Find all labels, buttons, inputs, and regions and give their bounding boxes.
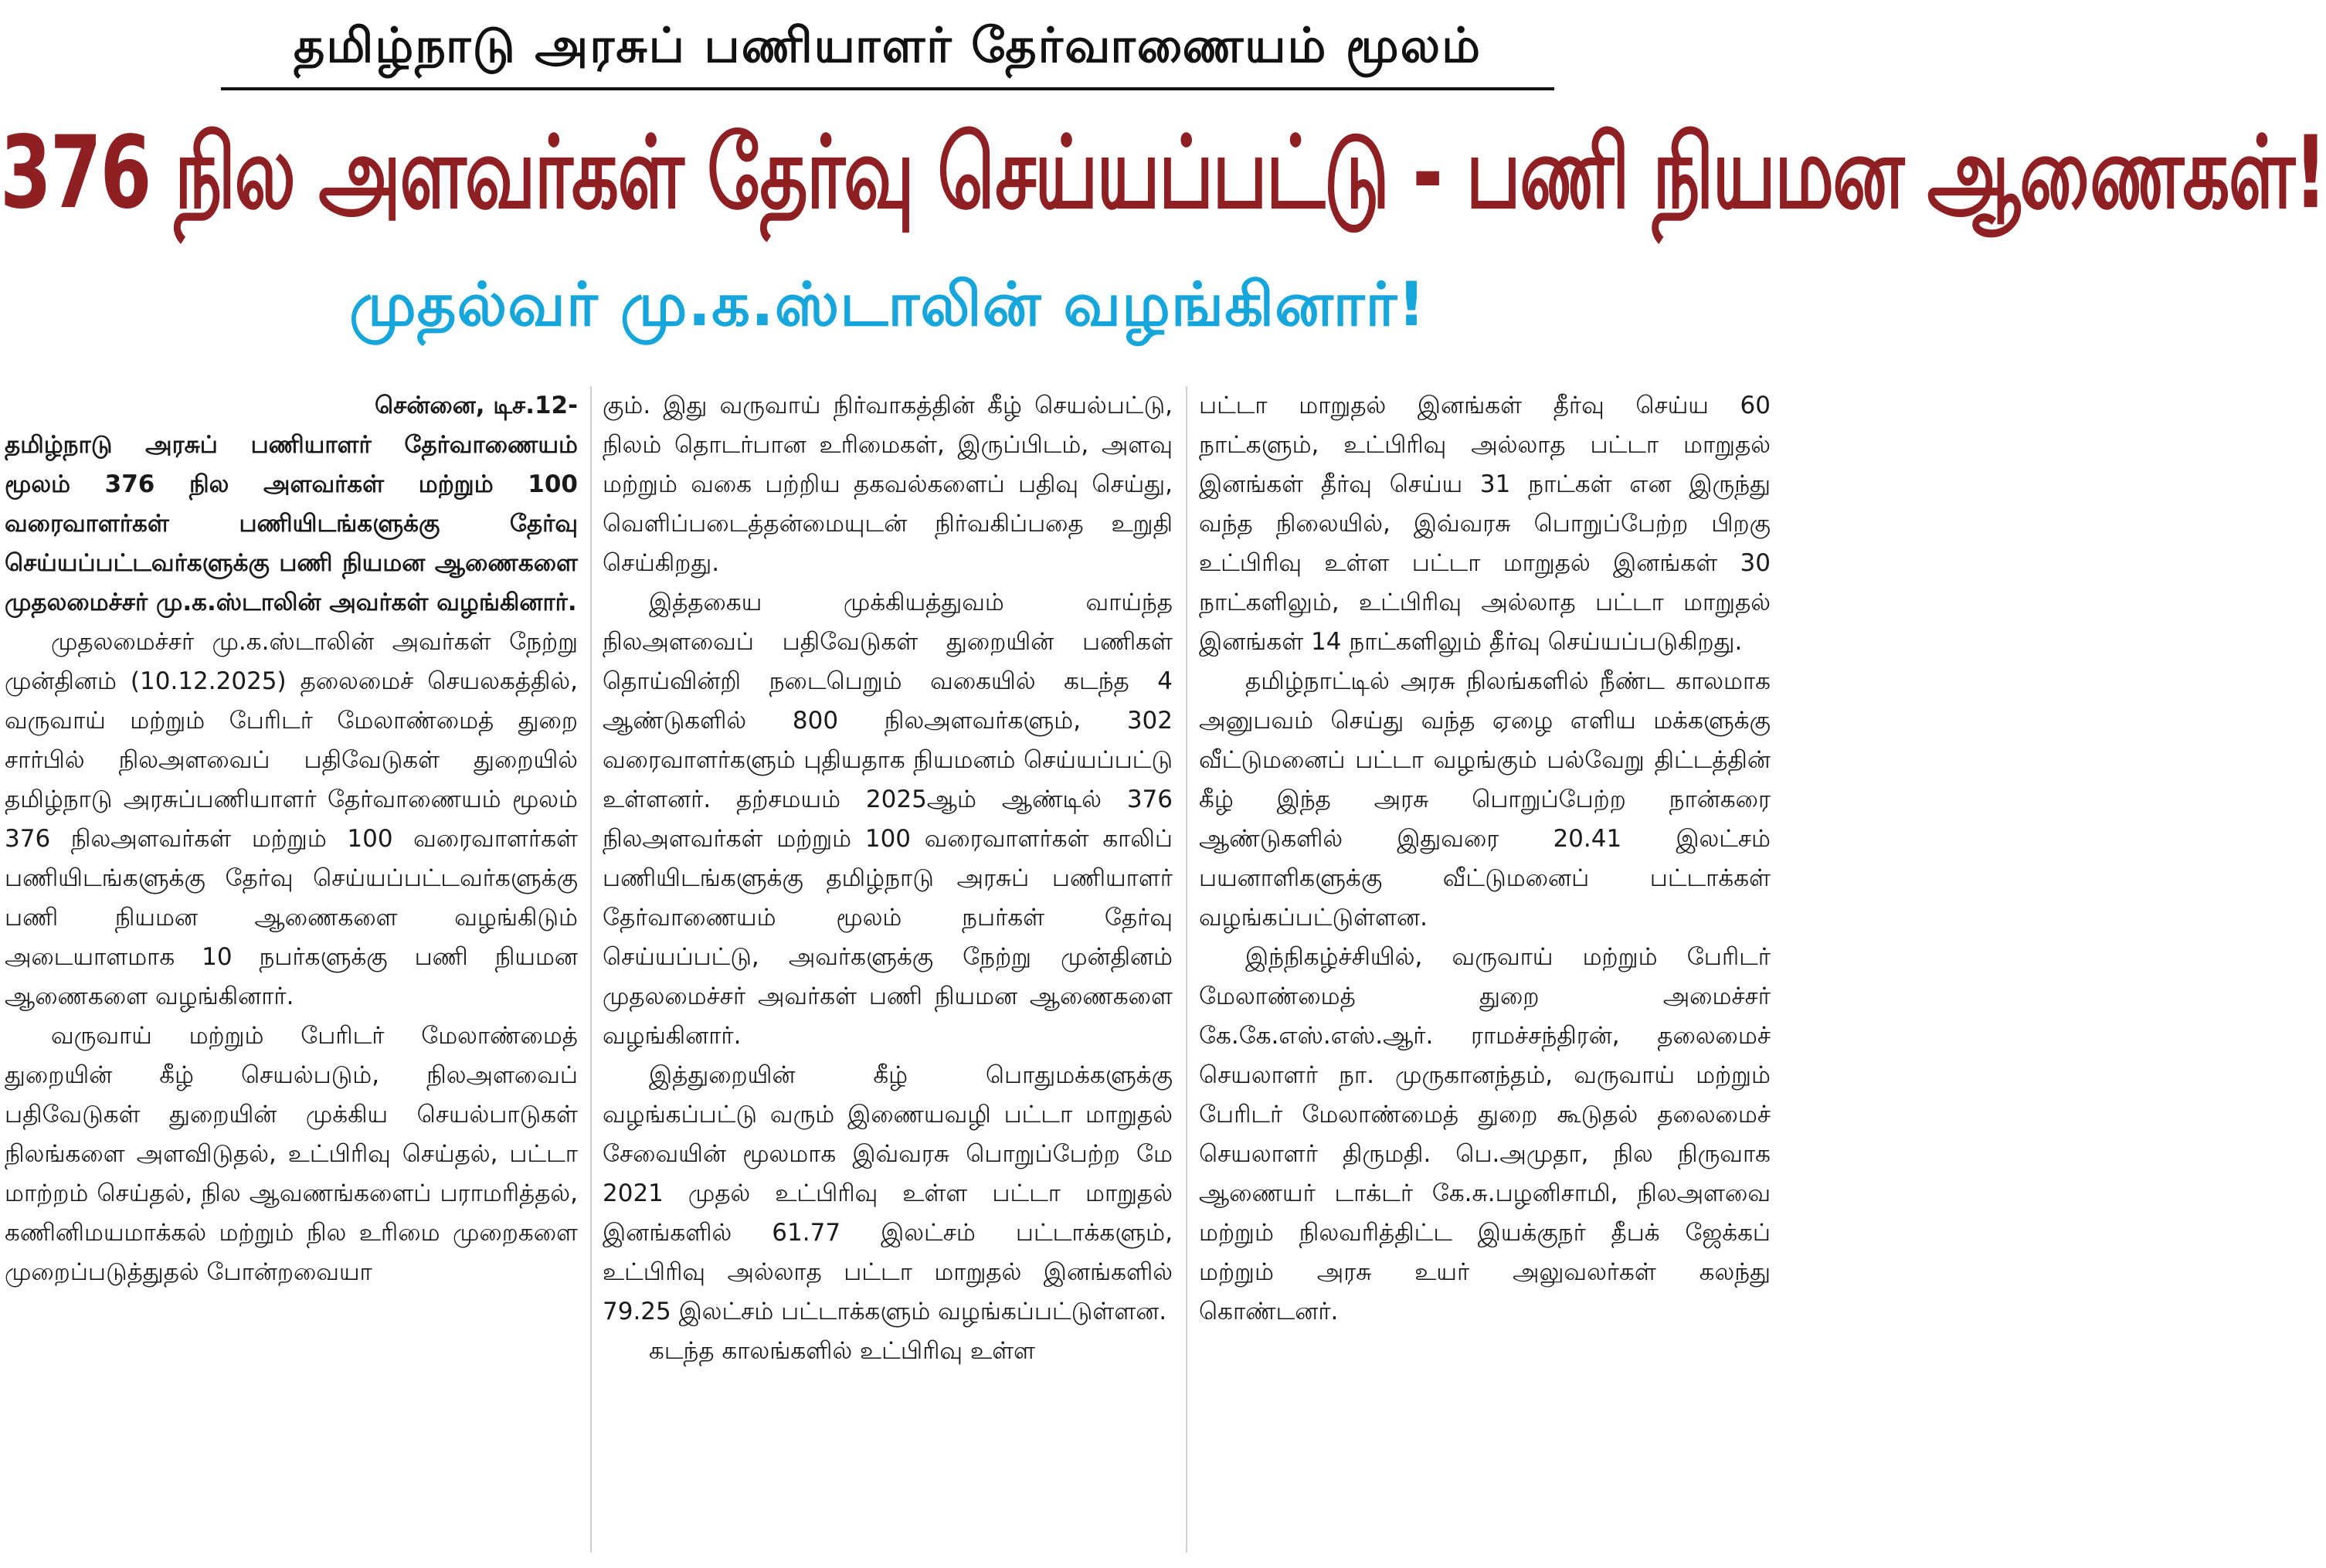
body-paragraph: கும். இது வருவாய் நிர்வாகத்தின் கீழ் செயல்பட்டு, நிலம் தொடர்பான உரிமைகள், இருப்பிடம், அளவு மற்றும் வகை பற்றிய தகவல்களைப் பதிவு செய்து, வெளிப்படைத்தன்மையுடன் நிர்வகிப்பதை உறுதி செய்கிறது.: [603, 392, 1173, 577]
body-paragraph: பட்டா மாறுதல் இனங்கள் தீர்வு செய்ய 60 நாட்களும், உட்பிரிவு அல்லாத பட்டா மாறுதல் இனங்கள் தீர்வு செய்ய 31 நாட்கள் என இருந்து வந்த நிலையில், இவ்வரசு பொறுப்பேற்ற பிறகு உட்பிரிவு உள்ள பட்டா மாறுதல் இனங்கள் 30 நாட்களிலும், உட்பிரிவு அல்லாத பட்டா மாறுதல் இனங்கள் 14 நாட்களிலும் தீர்வு செய்யப்படுகிறது.: [1199, 392, 1771, 656]
body-paragraph: தமிழ்நாட்டில் அரசு நிலங்களில் நீண்ட காலமாக அனுபவம் செய்து வந்த ஏழை எளிய மக்களுக்கு வீட்டுமனைப் பட்டா வழங்கும் பல்வேறு திட்டத்தின் கீழ் இந்த அரசு பொறுப்பேற்ற நான்கரை ஆண்டுகளில் இதுவரை 20.41 இலட்சம் பயனாளிகளுக்கு வீட்டுமனைப் பட்டாக்கள் வழங்கப்பட்டுள்ளன.: [1199, 667, 1771, 932]
headline: 376 நில அளவர்கள் தேர்வு செய்யப்பட்டு - பணி நியமன ஆணைகள்!: [0, 114, 2326, 232]
dateline-wrap: [5, 386, 578, 623]
column-divider: [1186, 386, 1187, 1553]
kicker-line: தமிழ்நாடு அரசுப் பணியாளர் தேர்வாணையம் மூலம்: [293, 17, 1482, 73]
column-2: [603, 386, 1173, 1553]
column-1: [5, 386, 578, 1553]
column-divider: [590, 386, 592, 1553]
body-paragraph: இத்தகைய முக்கியத்துவம் வாய்ந்த நிலஅளவைப் பதிவேடுகள் துறையின் பணிகள் தொய்வின்றி நடைபெறும் வகையில் கடந்த 4 ஆண்டுகளில் 800 நிலஅளவர்களும், 302 வரைவாளர்களும் புதியதாக நியமனம் செய்யப்பட்டு உள்ளனர். தற்சமயம் 2025ஆம் ஆண்டில் 376 நிலஅளவர்கள் மற்றும் 100 வரைவாளர்கள் காலிப் பணியிடங்களுக்கு தமிழ்நாடு அரசுப் பணியாளர் தேர்வாணையம் மூலம் நபர்கள் தேர்வு செய்யப்பட்டு, அவர்களுக்கு நேற்று முன்தினம் முதலமைச்சர் அவர்கள் பணி நியமன ஆணைகளை வழங்கினார்.: [603, 589, 1173, 1050]
lead-paragraph: தமிழ்நாடு அரசுப் பணியாளர் தேர்வாணையம் மூலம் 376 நில அளவர்கள் மற்றும் 100 வரைவாளர்கள் பணியிடங்களுக்கு தேர்வு செய்யப்பட்டவர்களுக்கு பணி நியமன ஆணைகளை முதலமைச்சர் மு.க.ஸ்டாலின் அவர்கள் வழங்கினார்.: [5, 431, 578, 616]
body-paragraph: முதலமைச்சர் மு.க.ஸ்டாலின் அவர்கள் நேற்று முன்தினம் (10.12.2025) தலைமைச் செயலகத்தில், வருவாய் மற்றும் பேரிடர் மேலாண்மைத் துறை சார்பில் நிலஅளவைப் பதிவேடுகள் துறையில் தமிழ்நாடு அரசுப்பணியாளர் தேர்வாணையம் மூலம் 376 நிலஅளவர்கள் மற்றும் 100 வரைவாளர்கள் பணியிடங்களுக்கு தேர்வு செய்யப்பட்டவர்களுக்கு பணி நியமன ஆணைகளை வழங்கிடும் அடையாளமாக 10 நபர்களுக்கு பணி நியமன ஆணைகளை வழங்கினார்.: [5, 628, 578, 1010]
body-paragraph: வருவாய் மற்றும் பேரிடர் மேலாண்மைத் துறையின் கீழ் செயல்படும், நிலஅளவைப் பதிவேடுகள் துறையின் முக்கிய செயல்பாடுகள் நிலங்களை அளவிடுதல், உட்பிரிவு செய்தல், பட்டா மாற்றம் செய்தல், நில ஆவணங்களைப் பராமரித்தல், கணினிமயமாக்கல் மற்றும் நில உரிமை முறைகளை முறைப்படுத்துதல் போன்றவையா: [5, 1022, 578, 1286]
kicker-underline: [221, 87, 1554, 90]
body-paragraph: இத்துறையின் கீழ் பொதுமக்களுக்கு வழங்கப்பட்டு வரும் இணையவழி பட்டா மாறுதல் சேவையின் மூலமாக இவ்வரசு பொறுப்பேற்ற மே 2021 முதல் உட்பிரிவு உள்ள பட்டா மாறுதல் இனங்களில் 61.77 இலட்சம் பட்டாக்களும், உட்பிரிவு அல்லாத பட்டா மாறுதல் இனங்களில் 79.25 இலட்சம் பட்டாக்களும் வழங்கப்பட்டுள்ளன.: [603, 1061, 1173, 1325]
body-paragraph: கடந்த காலங்களில் உட்பிரிவு உள்ள: [649, 1337, 1036, 1365]
subheadline: முதல்வர் மு.க.ஸ்டாலின் வழங்கினார்!: [349, 270, 1426, 340]
column-3: [1199, 386, 1771, 1553]
dateline: சென்னை, டிச.12-: [375, 392, 578, 419]
body-paragraph: இந்நிகழ்ச்சியில், வருவாய் மற்றும் பேரிடர் மேலாண்மைத் துறை அமைச்சர் கே.கே.எஸ்.எஸ்.ஆர். ராமச்சந்திரன், தலைமைச் செயலாளர் நா. முருகானந்தம், வருவாய் மற்றும் பேரிடர் மேலாண்மைத் துறை கூடுதல் தலைமைச் செயலாளர் திருமதி. பெ.அமுதா, நில நிருவாக ஆணையர் டாக்டர் கே.சு.பழனிசாமி, நிலஅளவை மற்றும் நிலவரித்திட்ட இயக்குநர் தீபக் ஜேக்கப் மற்றும் அரசு உயர் அலுவலர்கள் கலந்து கொண்டனர்.: [1199, 943, 1771, 1325]
